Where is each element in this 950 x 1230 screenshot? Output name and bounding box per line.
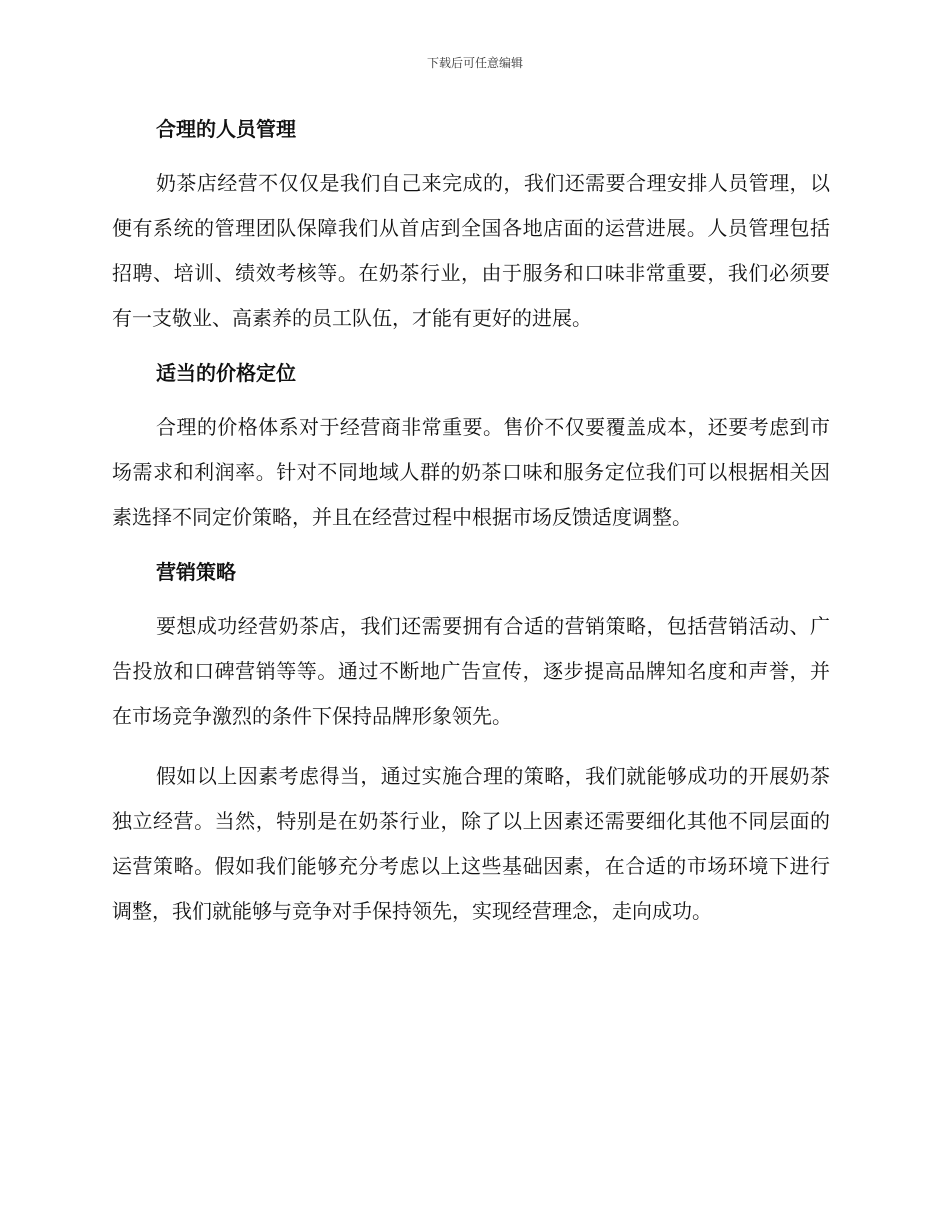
section-marketing <box>112 555 830 934</box>
section-heading: 适当的价格定位 <box>156 361 296 385</box>
section-heading: 合理的人员管理 <box>156 117 296 141</box>
section-staff-management <box>112 112 830 341</box>
section-pricing <box>112 356 830 540</box>
paragraph: 合理的价格体系对于经营商非常重要。售价不仅要覆盖成本，还要考虑到市场需求和利润率。针对不同地域人群的奶茶口味和服务定位我们可以根据相关因素选择不同定价策略，并且在经营过程中根据市场反馈适度调整。 <box>112 415 830 529</box>
section-heading: 营销策略 <box>156 560 236 584</box>
paragraph-conclusion: 假如以上因素考虑得当，通过实施合理的策略，我们就能够成功的开展奶茶独立经营。当然，特别是在奶茶行业，除了以上因素还需要细化其他不同层面的运营策略。假如我们能够充分考虑以上这些基础因素，在合适的市场环境下进行调整，我们就能够与竞争对手保持领先，实现经营理念，走向成功。 <box>112 764 830 923</box>
page-header: 下载后可任意编辑 <box>426 56 523 70</box>
paragraph: 奶茶店经营不仅仅是我们自己来完成的，我们还需要合理安排人员管理，以便有系统的管理团队保障我们从首店到全国各地店面的运营进展。人员管理包括招聘、培训、绩效考核等。在奶茶行业，由于服务和口味非常重要，我们必须要有一支敬业、高素养的员工队伍，才能有更好的进展。 <box>112 171 830 330</box>
document-body <box>112 112 830 949</box>
paragraph: 要想成功经营奶茶店，我们还需要拥有合适的营销策略，包括营销活动、广告投放和口碑营销等等。通过不断地广告宣传，逐步提高品牌知名度和声誉，并在市场竞争激烈的条件下保持品牌形象领先。 <box>112 614 830 728</box>
